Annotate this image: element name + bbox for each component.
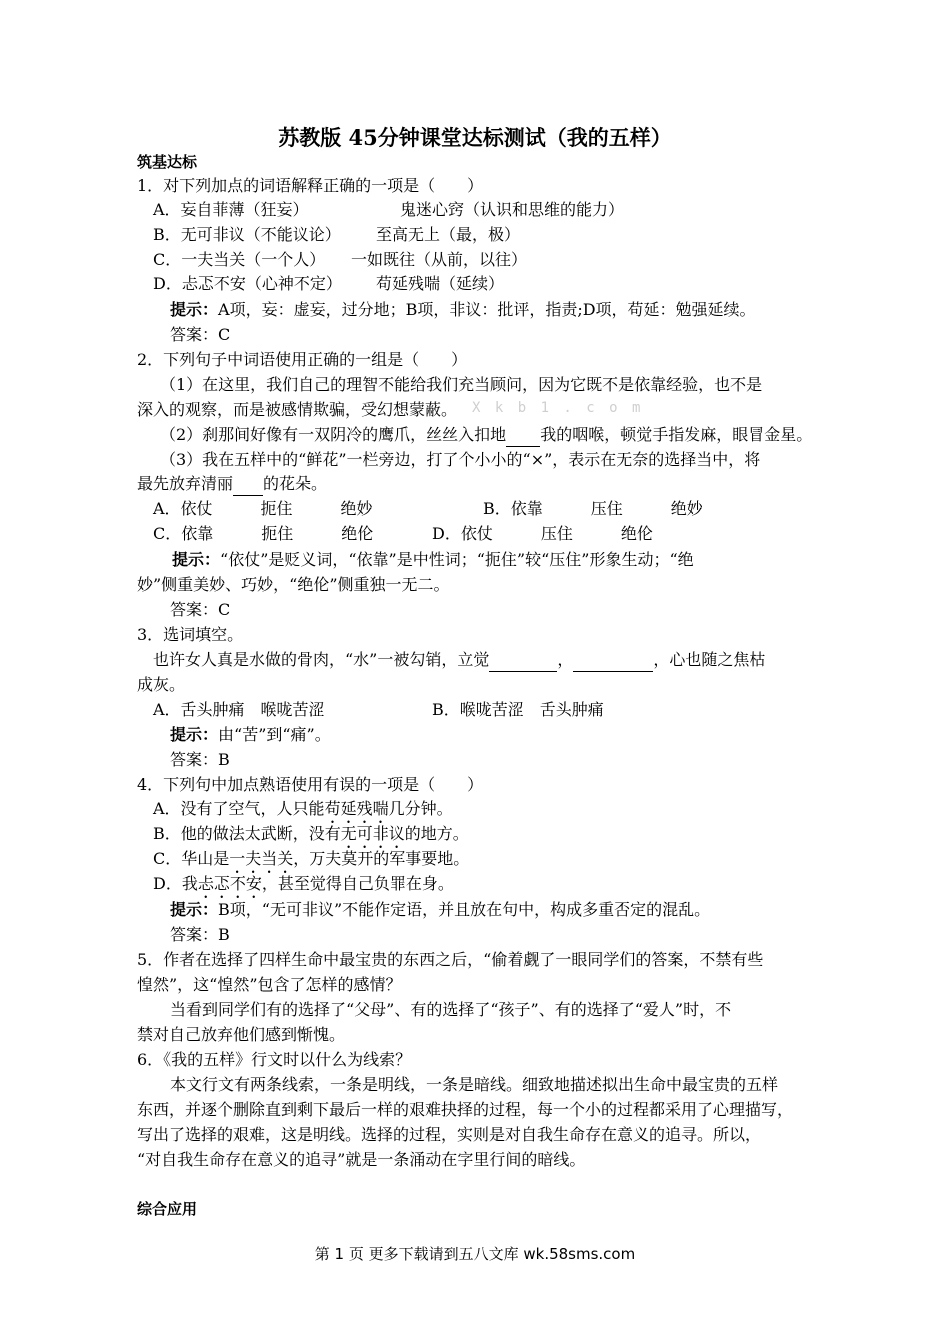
q2-answer: 答案：C (170, 600, 231, 619)
q2-hint-line2: 妙”侧重美妙、巧妙，“绝伦”侧重独一无二。 (137, 575, 450, 594)
q1-option-d1: D．忐忑不安（心神不定） (153, 274, 342, 293)
q6-answer-line4: “对自我生命存在意义的追寻”就是一条涌动在字里行间的暗线。 (137, 1150, 586, 1169)
q4-c-pre: C．华山是 (153, 849, 230, 868)
q1-answer: 答案：C (170, 325, 231, 344)
q3-sentence-comma: ， (557, 650, 574, 669)
q2-sentence2 (160, 423, 812, 447)
q2-blank-1 (506, 428, 540, 447)
q1-option-c1: C．一夫当关（一个人） (153, 250, 326, 269)
q2-option-d: D．依仗 压住 绝伦 (432, 524, 653, 543)
q3-option-a: A．舌头肿痛 喉咙苦涩 (153, 700, 325, 719)
q2-option-a: A．依仗 扼住 绝妙 (153, 499, 373, 518)
q3-hint-text: 由“苦”到“痛”。 (218, 725, 331, 744)
q3-sentence-pre: 也许女人真是水做的骨肉，“水”一被勾销，立觉 (153, 650, 490, 669)
q2-sentence3-line1: （3）我在五样中的“鲜花”一栏旁边，打了个小小的“×”，表示在无奈的选择当中，将 (160, 450, 761, 469)
q4-d-pre: D．我 (153, 874, 198, 893)
q4-c-dotted: 一夫当关 (229, 849, 294, 868)
q3-answer: 答案：B (170, 750, 230, 769)
q4-option-b (153, 822, 469, 846)
q2-sentence1-line2: 深入的观察，而是被感情欺骗，受幻想蒙蔽。 (137, 400, 458, 419)
q2-sentence2-pre: （2）刹那间好像有一双阴冷的鹰爪，丝丝入扣地 (160, 425, 507, 444)
q2-sentence1-line1: （1）在这里，我们自己的理智不能给我们充当顾问，因为它既不是依靠经验，也不是 (160, 375, 763, 394)
q1-hint-text: A项，妄：虚妄，过分地；B项，非议：批评，指责;D项，苟延：勉强延续。 (218, 300, 756, 319)
watermark-text: X k b 1 . c o m (472, 400, 644, 416)
q5-answer-line2: 禁对自己放弃他们感到惭愧。 (137, 1025, 346, 1044)
q6-answer-line2: 东西，并逐个删除直到剩下最后一样的艰难抉择的过程，每一个小的过程都采用了心理描写， (137, 1100, 794, 1119)
q2-sentence3-line2 (137, 472, 327, 496)
section-heading-basic: 筑基达标 (137, 153, 198, 171)
q4-hint (170, 898, 710, 922)
q1-option-d2: 苟延残喘（延续） (376, 274, 505, 293)
q1-option-a1: A．妄自菲薄（狂妄） (153, 200, 309, 219)
q3-option-b: B．喉咙苦涩 舌头肿痛 (432, 700, 604, 719)
q1-option-a2: 鬼迷心窍（认识和思维的能力） (400, 200, 625, 219)
q2-stem: 2．下列句子中词语使用正确的一组是（ ） (137, 350, 468, 369)
q3-blank-1 (489, 653, 557, 672)
q4-hint-text: B项，“无可非议”不能作定语，并且放在句中，构成多重否定的混乱。 (218, 900, 711, 919)
q4-b-dotted: 无可非议 (340, 824, 405, 843)
q4-answer: 答案：B (170, 925, 230, 944)
q1-hint-label: 提示： (170, 300, 219, 319)
q2-hint-text1: “依仗”是贬义词，“依靠”是中性词；“扼住”较“压住”形象生动；“绝 (220, 550, 694, 569)
q4-option-d (153, 872, 454, 896)
q4-a-pre: A．没有了空气，人只能 (153, 799, 325, 818)
q1-stem: 1．对下列加点的词语解释正确的一项是（ ） (137, 176, 484, 195)
q4-b-post: 的地方。 (404, 824, 469, 843)
page-title: 苏教版 45分钟课堂达标测试（我的五样） (278, 125, 672, 150)
section-heading-applied: 综合应用 (137, 1200, 198, 1218)
q6-stem: 6．《我的五样》行文时以什么为线索？ (137, 1050, 412, 1069)
q6-answer-line3: 写出了选择的艰难，这是明线。选择的过程，实则是对自我生命存在意义的追寻。所以， (137, 1125, 762, 1144)
q1-option-c2: 一如既往（从前，以往） (351, 250, 528, 269)
q5-answer-line1: 当看到同学们有的选择了“父母”、有的选择了“孩子”、有的选择了“爱人”时，不 (170, 1000, 732, 1019)
q4-d-dotted: 忐忑不安 (197, 874, 262, 893)
q1-hint (170, 298, 756, 322)
q3-blank-2 (573, 653, 653, 672)
q2-sentence2-post: 我的咽喉，顿觉手指发麻，眼冒金星。 (540, 425, 813, 444)
q4-a-dotted: 苟延残喘 (324, 799, 389, 818)
q2-hint-line1 (172, 548, 694, 572)
q4-b-pre: B．他的做法太武断，没有 (153, 824, 341, 843)
q3-sentence-line1 (153, 648, 765, 672)
q2-blank-2 (233, 477, 263, 496)
page-footer: 第 1 页 更多下载请到五八文库 wk.58sms.com (314, 1245, 636, 1263)
q3-stem: 3．选词填空。 (137, 625, 244, 644)
q3-hint-label: 提示： (170, 725, 219, 744)
q3-sentence-line2: 成灰。 (137, 675, 186, 694)
q3-hint (170, 723, 331, 747)
q2-sentence3-post: 的花朵。 (263, 474, 328, 493)
q3-sentence-post: ，心也随之焦枯 (653, 650, 766, 669)
q4-a-post: 几分钟。 (388, 799, 453, 818)
q4-option-a (153, 797, 453, 821)
q1-option-b2: 至高无上（最，极） (376, 225, 521, 244)
q6-answer-line1: 本文行文有两条线索，一条是明线，一条是暗线。细致地描述拟出生命中最宝贵的五样 (170, 1075, 779, 1094)
q5-stem-line2: 惶然”，这“惶然”包含了怎样的感情？ (137, 975, 402, 994)
q4-c-post: ，万夫莫开的军事要地。 (293, 849, 470, 868)
q2-hint-label: 提示： (172, 550, 221, 569)
q5-stem-line1: 5．作者在选择了四样生命中最宝贵的东西之后，“偷着觑了一眼同学们的答案，不禁有些 (137, 950, 764, 969)
q1-option-b1: B．无可非议（不能议论） (153, 225, 341, 244)
q2-option-c: C．依靠 扼住 绝伦 (153, 524, 374, 543)
q4-stem: 4．下列句中加点熟语使用有误的一项是（ ） (137, 775, 484, 794)
q4-option-c (153, 847, 469, 871)
q4-hint-label: 提示： (170, 900, 219, 919)
q2-sentence3-pre: 最先放弃清丽 (137, 474, 234, 493)
q4-d-post: ，甚至觉得自己负罪在身。 (261, 874, 454, 893)
q2-option-b: B．依靠 压住 绝妙 (483, 499, 703, 518)
